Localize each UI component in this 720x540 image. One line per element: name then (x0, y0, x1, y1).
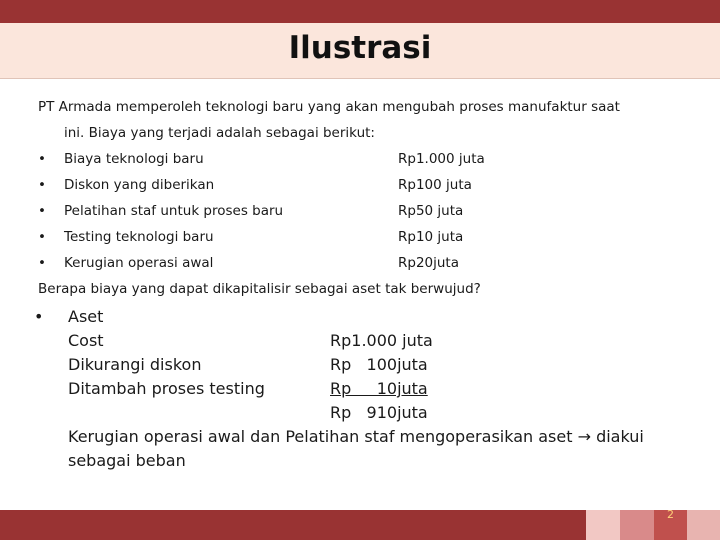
bullet-icon: • (38, 229, 46, 245)
answer-row (34, 377, 674, 401)
answer-heading: Aset (68, 307, 104, 326)
problem-intro-line-2: ini. Biaya yang terjadi adalah sebagai berikut: (64, 125, 375, 141)
footer-color-block (687, 510, 720, 540)
answer-section (34, 305, 674, 473)
cost-label: Diskon yang diberikan (64, 177, 215, 193)
cost-amount: Rp10 juta (398, 229, 464, 245)
cost-amount: Rp20juta (398, 255, 460, 271)
slide-title: Ilustrasi (288, 30, 432, 66)
answer-heading-row (34, 305, 674, 329)
problem-question: Berapa biaya yang dapat dikapitalisir sebagai aset tak berwujud? (38, 281, 481, 297)
slide-number: 2 (667, 508, 674, 521)
cost-amount: Rp50 juta (398, 203, 464, 219)
cost-list (38, 146, 688, 276)
answer-total-amount: Rp 910juta (330, 403, 428, 422)
cost-item (38, 250, 688, 276)
answer-row-amount: Rp 100juta (330, 355, 428, 374)
answer-row-label: Ditambah proses testing (68, 379, 265, 398)
answer-row-label: Cost (68, 331, 104, 350)
answer-row-label: Dikurangi diskon (68, 355, 202, 374)
answer-total-row (34, 401, 674, 425)
footer-color-block (586, 510, 620, 540)
cost-item (38, 198, 688, 224)
problem-statement (38, 94, 688, 302)
bullet-icon: • (38, 177, 46, 193)
cost-label: Testing teknologi baru (64, 229, 214, 245)
footer-color-block (620, 510, 654, 540)
problem-intro-line-1: PT Armada memperoleh teknologi baru yang akan mengubah proses manufaktur saat (38, 99, 620, 115)
bullet-icon: • (38, 255, 46, 271)
answer-note: Kerugian operasi awal dan Pelatihan staf mengoperasikan aset → diakui sebagai beban (68, 427, 644, 470)
bullet-icon: • (38, 203, 46, 219)
cost-label: Kerugian operasi awal (64, 255, 214, 271)
header-accent-bar (0, 0, 720, 23)
answer-row (34, 353, 674, 377)
cost-amount: Rp1.000 juta (398, 151, 485, 167)
cost-amount: Rp100 juta (398, 177, 472, 193)
bullet-icon: • (34, 307, 44, 326)
problem-intro (38, 94, 688, 146)
bullet-icon: • (38, 151, 46, 167)
answer-row-amount-underlined: Rp 10juta (330, 379, 428, 398)
cost-label: Biaya teknologi baru (64, 151, 204, 167)
cost-label: Pelatihan staf untuk proses baru (64, 203, 284, 219)
cost-item (38, 146, 688, 172)
answer-row (34, 329, 674, 353)
cost-item (38, 224, 688, 250)
cost-item (38, 172, 688, 198)
answer-row-amount: Rp1.000 juta (330, 331, 433, 350)
